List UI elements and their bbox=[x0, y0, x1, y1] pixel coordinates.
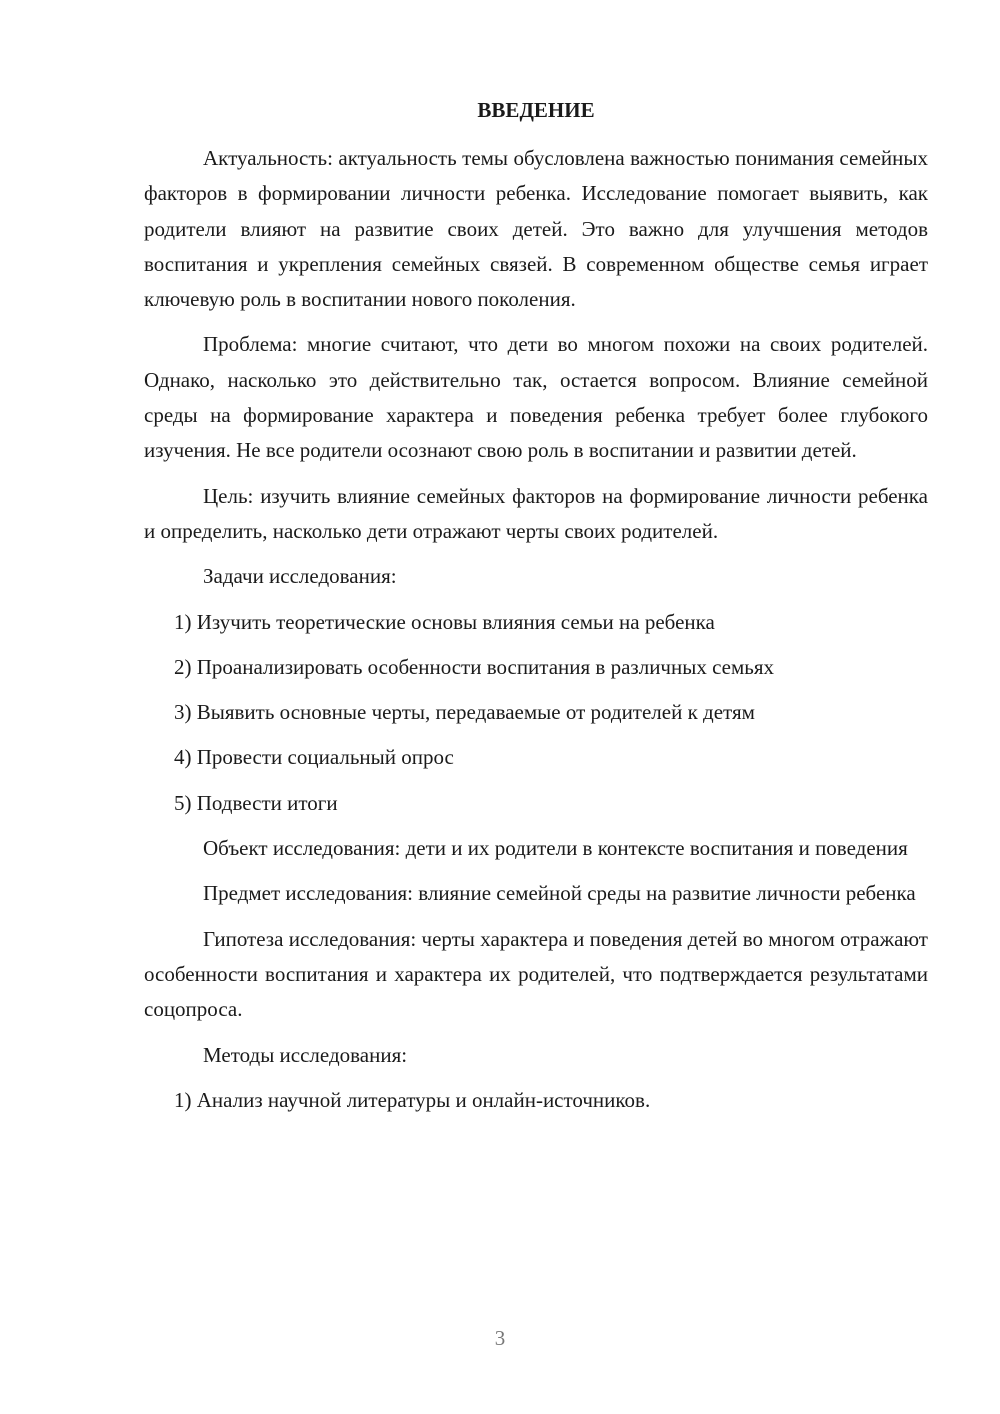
object-paragraph: Объект исследования: дети и их родители в контексте воспитания и поведения bbox=[203, 836, 908, 861]
tasks-label: Задачи исследования: bbox=[203, 564, 397, 589]
list-item: 5) Подвести итоги bbox=[174, 790, 338, 815]
list-item: 4) Провести социальный опрос bbox=[174, 745, 454, 770]
page-number: 3 bbox=[494, 1326, 506, 1350]
list-item: 2) Проанализировать особенности воспитания в различных семьях bbox=[174, 654, 775, 679]
methods-label: Методы исследования: bbox=[203, 1042, 408, 1067]
list-item: 1) Изучить теоретические основы влияния семьи на ребенка bbox=[174, 609, 715, 634]
goal-paragraph: Цель: изучить влияние семейных факторов на формирование личности ребенка и определить, насколько дети отражают черты своих родителей. bbox=[144, 483, 928, 543]
methods-list bbox=[144, 1083, 928, 1118]
document-page bbox=[144, 92, 928, 1128]
list-item: 1) Анализ научной литературы и онлайн-источников. bbox=[174, 1087, 651, 1112]
relevance-paragraph: Актуальность: актуальность темы обусловлена важностью понимания семейных факторов в формировании личности ребенка. Исследование помогает выявить, как родители влияют на развитие своих детей. Это важно для улучшения методов воспитания и укрепления семейных связей. В современном обществе семья играет ключевую роль в воспитании нового поколения. bbox=[144, 146, 928, 312]
tasks-list bbox=[144, 605, 928, 821]
hypothesis-paragraph: Гипотеза исследования: черты характера и поведения детей во многом отражают особенности воспитания и характера их родителей, что подтверждается результатами соцопроса. bbox=[144, 926, 928, 1022]
list-item: 3) Выявить основные черты, передаваемые от родителей к детям bbox=[174, 700, 755, 725]
subject-paragraph: Предмет исследования: влияние семейной среды на развитие личности ребенка bbox=[203, 881, 916, 906]
problem-paragraph: Проблема: многие считают, что дети во многом похожи на своих родителей. Однако, насколько это действительно так, остается вопросом. Влияние семейной среды на формирование характера и поведения ребенка требует более глубокого изучения. Не все родители осознают свою роль в воспитании и развитии детей. bbox=[144, 332, 928, 463]
page-heading: ВВЕДЕНИЕ bbox=[477, 98, 595, 122]
